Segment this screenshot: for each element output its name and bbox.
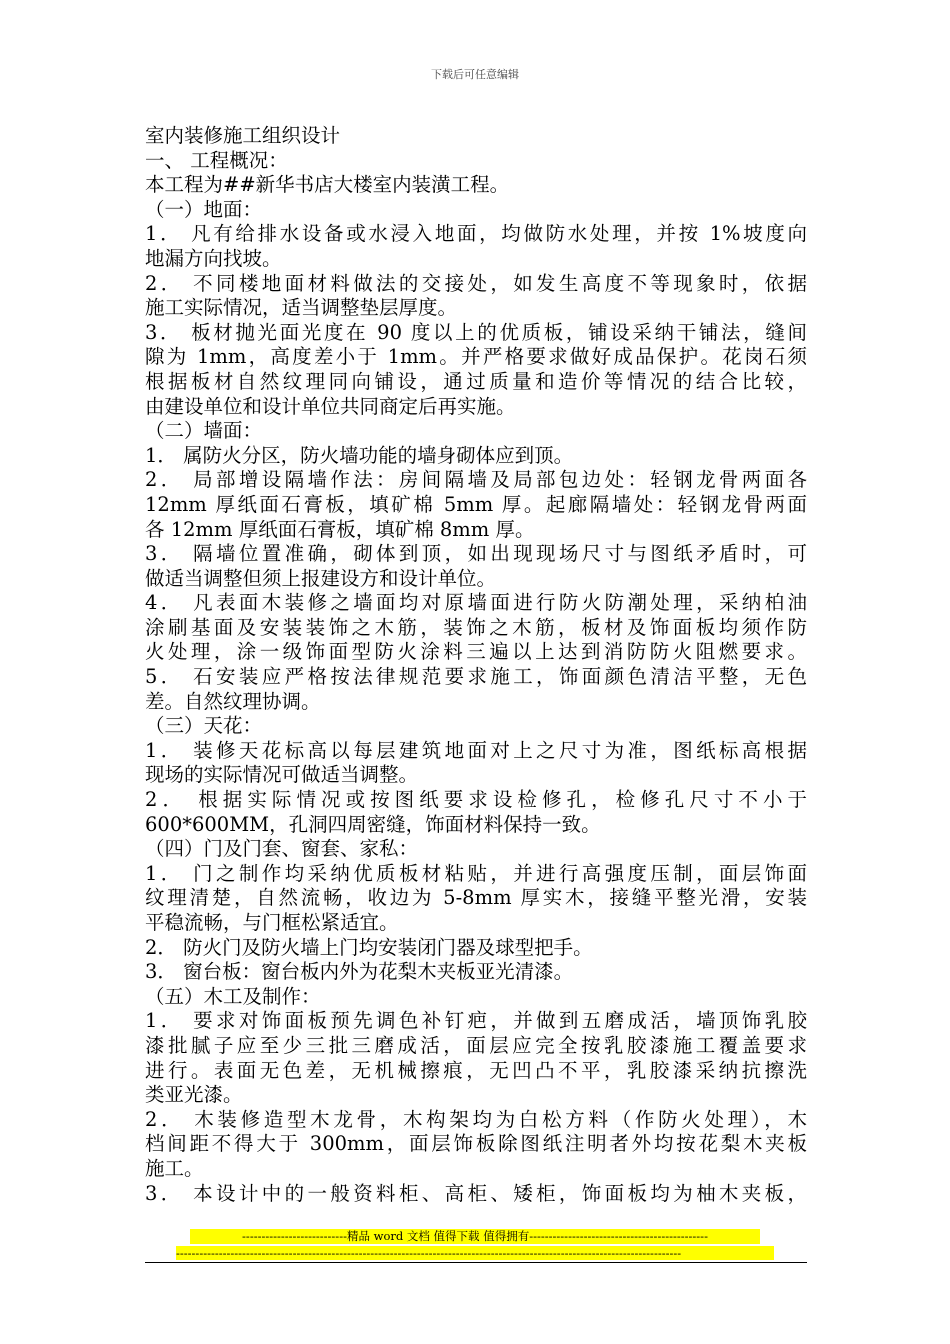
text-line: 1． 门之制作均采纳优质板材粘贴，并进行高强度压制，面层饰面 xyxy=(145,861,807,885)
text-line: 3． 窗台板：窗台板内外为花梨木夹板亚光清漆。 xyxy=(145,960,574,984)
document-body xyxy=(145,124,807,1206)
text-line: 12mm 厚纸面石膏板，填矿棉 5mm 厚。起廊隔墙处：轻钢龙骨两面 xyxy=(145,492,807,516)
text-line: 差。自然纹理协调。 xyxy=(145,689,321,713)
text-line: 根据板材自然纹理同向铺设，通过质量和造价等情况的结合比较， xyxy=(145,369,807,393)
text-line: 本工程为##新华书店大楼室内装潢工程。 xyxy=(145,173,510,197)
text-line: 2． 不同楼地面材料做法的交接处，如发生高度不等现象时，依据 xyxy=(145,271,807,295)
text-line: 现场的实际情况可做适当调整。 xyxy=(145,763,419,787)
text-line: 类亚光漆。 xyxy=(145,1083,243,1107)
text-line: 600*600MM，孔洞四周密缝，饰面材料保持一致。 xyxy=(145,812,601,836)
text-line: 3． 本设计中的一般资料柜、高柜、矮柜，饰面板均为柚木夹板， xyxy=(145,1181,807,1205)
text-line: （四）门及门套、窗套、家私： xyxy=(145,837,419,861)
text-line: 地漏方向找坡。 xyxy=(145,246,282,270)
text-line: 施工实际情况，适当调整垫层厚度。 xyxy=(145,296,458,320)
text-line: 施工。 xyxy=(145,1156,204,1180)
header-note: 下载后可任意编辑 xyxy=(431,68,519,81)
text-line: 3． 板材抛光面光度在 90 度以上的优质板，铺设采纳干铺法，缝间 xyxy=(145,320,807,344)
text-line: 各 12mm 厚纸面石膏板，填矿棉 8mm 厚。 xyxy=(145,517,535,541)
text-line: 纹理清楚，自然流畅，收边为 5-8mm 厚实木，接缝平整光滑，安装 xyxy=(145,886,807,910)
text-line: 涂刷基面及安装装饰之木筋，装饰之木筋，板材及饰面板均须作防 xyxy=(145,615,807,639)
text-line: （一）地面： xyxy=(145,197,263,221)
text-line: 5． 石安装应严格按法律规范要求施工，饰面颜色清洁平整，无色 xyxy=(145,665,807,689)
footer-banner: ---------------------------精品 word 文档 值得下载 值得拥有---------------------------------------------- xyxy=(190,1229,760,1244)
text-line: 档间距不得大于 300mm，面层饰板除图纸注明者外均按花梨木夹板 xyxy=(145,1132,807,1156)
text-line: 室内装修施工组织设计 xyxy=(145,124,341,147)
text-line: 1． 属防火分区，防火墙功能的墙身砌体应到顶。 xyxy=(145,443,574,467)
text-line: 2． 局部增设隔墙作法：房间隔墙及局部包边处：轻钢龙骨两面各 xyxy=(145,468,807,492)
text-line: （五）木工及制作： xyxy=(145,984,321,1008)
text-line: 漆批腻子应至少三批三磨成活，面层应完全按乳胶漆施工覆盖要求 xyxy=(145,1033,807,1057)
text-line: 2． 防火门及防火墙上门均安装闭门器及球型把手。 xyxy=(145,935,593,959)
text-line: 3． 隔墙位置准确，砌体到顶，如出现现场尺寸与图纸矛盾时，可 xyxy=(145,542,807,566)
text-line: 做适当调整但须上报建设方和设计单位。 xyxy=(145,566,497,590)
text-line: 2． 根据实际情况或按图纸要求设检修孔，检修孔尺寸不小于 xyxy=(145,788,807,812)
text-line: 1． 要求对饰面板预先调色补钉疤，并做到五磨成活，墙顶饰乳胶 xyxy=(145,1009,807,1033)
text-line: 4． 凡表面木装修之墙面均对原墙面进行防火防潮处理，采纳柏油 xyxy=(145,591,807,615)
footer-rule xyxy=(145,1262,807,1263)
text-line: （三）天花： xyxy=(145,714,263,738)
text-line: 进行。表面无色差，无机械擦痕，无凹凸不平，乳胶漆采纳抗擦洗 xyxy=(145,1058,807,1082)
text-line: 2． 木装修造型木龙骨，木构架均为白松方料（作防火处理），木 xyxy=(145,1107,807,1131)
text-line: 由建设单位和设计单位共同商定后再实施。 xyxy=(145,394,516,418)
text-line: （二）墙面： xyxy=(145,419,263,443)
text-line: 一、 工程概况： xyxy=(145,148,288,172)
text-line: 平稳流畅，与门框松紧适宜。 xyxy=(145,911,399,934)
footer-dashes: ---------------------------------------------------------------------------------------------------------------------------------- xyxy=(176,1246,774,1260)
text-line: 1． 装修天花标高以每层建筑地面对上之尺寸为准，图纸标高根据 xyxy=(145,738,807,762)
text-line: 隙为 1mm，高度差小于 1mm。并严格要求做好成品保护。花岗石须 xyxy=(145,345,807,369)
text-line: 1． 凡有给排水设备或水浸入地面，均做防水处理，并按 1%坡度向 xyxy=(145,222,807,246)
text-line: 火处理，涂一级饰面型防火涂料三遍以上达到消防防火阻燃要求。 xyxy=(145,640,807,664)
